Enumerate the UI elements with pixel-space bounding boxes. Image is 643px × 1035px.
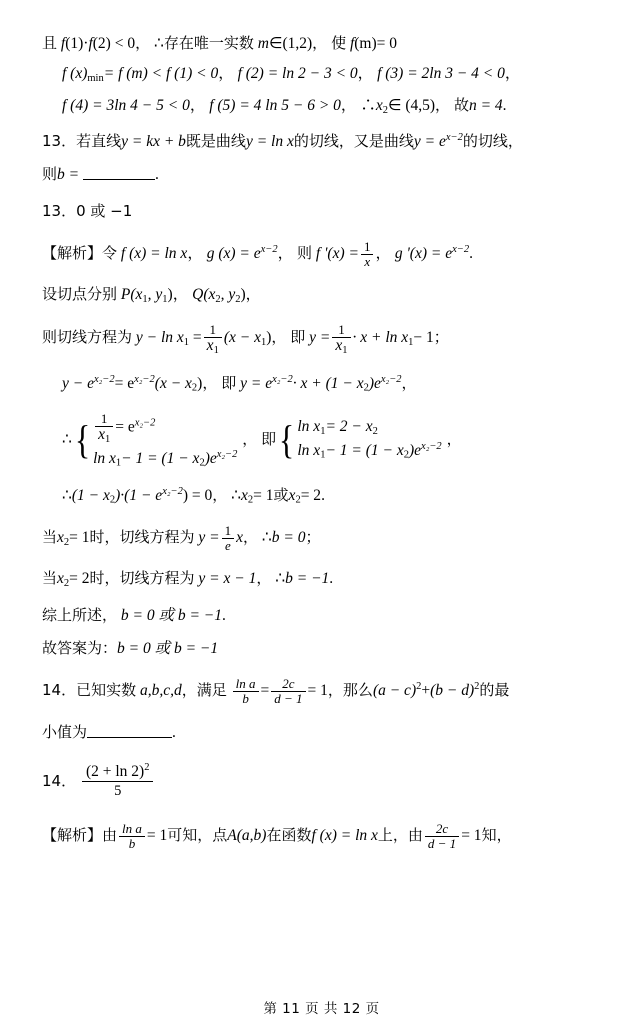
document-body <box>42 36 604 852</box>
s13-l6-a-sub: 2 <box>109 494 116 506</box>
line2-eq: = f (m) < f (1) < 0 <box>103 64 219 82</box>
line3-f5: f (5) = 4 ln 5 − 6 > 0 <box>209 96 341 114</box>
q14-t5: 小值为 <box>42 722 88 741</box>
q14-f2-den: d − 1 <box>274 690 303 706</box>
s13-l4-comma: ， <box>202 373 218 392</box>
sys1-den-x: x <box>98 425 105 443</box>
s13-sys-comma: ， <box>242 429 258 448</box>
s13-l6-b-sup: x₂−2 <box>162 485 183 497</box>
s13-Q-sub1: 2 <box>215 293 221 305</box>
q14-frac-2 <box>271 677 305 706</box>
brace-glyph-2: { <box>279 417 295 463</box>
system2-row1 <box>297 419 441 437</box>
s13-l2-comma: ， <box>245 284 261 303</box>
q14-f2-num: 2c <box>271 677 305 692</box>
line1-therefore: ∴ <box>153 35 164 52</box>
q14-t1: 已知实数 <box>76 680 137 699</box>
s13-l7-frac <box>222 524 235 553</box>
s13-l4-e-sub: 2 <box>363 382 369 394</box>
s13-l6-therefore: ∴ <box>62 486 72 504</box>
q14-frac-1 <box>233 677 259 706</box>
q14-expr-a-sup: 2 <box>416 680 422 692</box>
s13-l7-den: e <box>225 538 231 554</box>
s13-l10-t: 故答案为： <box>42 639 118 658</box>
answer-14-number: 14． <box>42 772 77 791</box>
s13-P-sub1: 1 <box>142 293 148 305</box>
s13-P-args: (x <box>130 285 143 303</box>
text-line-1 <box>42 36 604 52</box>
answer-14-den: 5 <box>114 783 122 800</box>
s13-sys-t: 即 <box>261 429 277 448</box>
s13-l3-t2: 即 <box>290 328 306 347</box>
system1-row2 <box>93 449 237 469</box>
s14-f-den: b <box>128 835 136 851</box>
line2-f3: f (3) = 2ln 3 − 4 < 0 <box>377 64 505 82</box>
s14-A-args: (a,b) <box>236 826 267 844</box>
s13-l3-den-sub: 1 <box>213 345 219 357</box>
line1-prefix: 且 <box>42 34 58 52</box>
s13-l7-comma: ， <box>243 528 259 547</box>
q14-t3: ，那么 <box>327 680 373 699</box>
s13-l6-g: = 2 <box>300 486 322 504</box>
s14-point-A: A <box>227 826 237 844</box>
line1-f2: f <box>88 35 93 52</box>
solution-13-line-2: 设切点分别 P(x1, y1)， Q(x2, y2)， <box>42 284 261 305</box>
solution-13-line-10 <box>42 641 604 657</box>
line1-text1: 存在唯一实数 <box>163 34 254 52</box>
s13-Q-comma: , y <box>220 285 236 303</box>
s13-Q-args: (x <box>203 285 216 303</box>
q14-dot: . <box>172 723 176 741</box>
s13-l6-e: = 1 <box>253 486 274 504</box>
line1-dot: · <box>83 35 89 52</box>
solution-13-system <box>42 412 604 469</box>
s14-f-num: ln a <box>119 822 145 837</box>
line1-f3: f <box>349 35 355 52</box>
solution-13-line-6 <box>42 487 604 506</box>
question-14-number: 14． <box>42 680 77 699</box>
q14-eq2: = 1 <box>307 681 328 699</box>
s14-t2: 可知，点 <box>167 825 228 844</box>
sys1-den <box>95 427 113 445</box>
q14-t4: 的最 <box>479 680 510 699</box>
s13-Q-sub2: 2 <box>235 293 241 305</box>
line1-arg2: (2) < 0 <box>92 35 136 52</box>
line1-comma: ， <box>135 34 151 52</box>
s13-l3-comma: ， <box>271 328 287 347</box>
s13-fp-num: 1 <box>361 240 374 255</box>
q13-text-2: 既是曲线 <box>185 132 246 151</box>
s13-l3-e: − 1 <box>413 329 434 347</box>
answer-13 <box>42 204 604 220</box>
q13-text-4: 的切线， <box>462 132 523 151</box>
s13-l4-d-sup: x₂−2 <box>272 373 293 385</box>
sys2-r2-sub2: 2 <box>403 450 409 462</box>
line3-text: 故 <box>453 95 469 114</box>
solution-13-line-8 <box>42 571 604 589</box>
q13-text-3: 的切线，又是曲线 <box>293 132 414 151</box>
s13-l4-e: · x + (1 − x <box>292 374 364 392</box>
s13-l8-t2: 时，切线方程为 <box>89 569 195 588</box>
solution-tag-14: 【解析】 <box>42 825 103 844</box>
s13-l6-c: ) = 0 <box>182 486 213 504</box>
answer-blank-14 <box>87 723 172 739</box>
line1-arg1: (1) <box>65 35 84 52</box>
s13-fp: f '(x) = <box>315 244 359 262</box>
sys2-r2-c: )e <box>408 442 422 460</box>
s13-l3-c-den <box>332 338 350 356</box>
line2-f2: f (2) = ln 2 − 3 < 0 <box>237 64 358 82</box>
s13-gp-exp: x−2 <box>452 244 470 256</box>
s13-l8-b: b = −1 <box>285 570 330 588</box>
line3-x2: x <box>375 96 383 114</box>
line2-min: min <box>87 72 104 84</box>
sys1-r2-a: ln x <box>93 449 116 467</box>
question-13-line-2 <box>42 165 604 183</box>
brace-glyph-1: { <box>74 417 91 463</box>
line1-in: ∈ <box>268 35 283 52</box>
s13-l8-x: x <box>57 570 64 588</box>
q14-eq: = <box>260 681 270 699</box>
s13-l8-x-sub: 2 <box>63 578 70 590</box>
s13-l3-d-sub: 1 <box>408 337 414 349</box>
answer-14-num <box>82 762 154 782</box>
q13-b: b = <box>57 165 80 183</box>
s13-P-sub2: 1 <box>162 293 168 305</box>
question-14-line-2 <box>42 723 604 741</box>
s14-frac-1 <box>119 822 145 851</box>
system1-row1 <box>93 412 237 445</box>
line1-comma2: ， <box>312 34 328 52</box>
s13-l3-text: 则切线方程为 <box>42 328 133 347</box>
s13-l9-t: 综上所述， <box>42 605 118 624</box>
s13-l7-t2: 时，切线方程为 <box>89 528 195 547</box>
answer-blank-13 <box>83 165 155 181</box>
s13-l3-c-num: 1 <box>332 323 350 338</box>
s13-l3-b-sub: 1 <box>260 337 267 349</box>
solution-13-line-7 <box>42 524 604 553</box>
s14-eq1: = 1 <box>146 826 168 844</box>
s13-l8-y: y = x − 1 <box>198 570 257 588</box>
s14-g-num: 2c <box>425 822 459 837</box>
s13-l4-b-sup: x₂−2 <box>134 373 155 385</box>
sys2-r2-b: − 1 = (1 − x <box>325 442 404 460</box>
line3-x2-sub: 2 <box>382 104 388 116</box>
s14-t1: 由 <box>102 825 118 844</box>
sys1-r2-sub: 1 <box>115 457 122 469</box>
s13-l7-therefore: ∴ <box>261 529 272 547</box>
answer-13-value: 0 或 −1 <box>76 202 133 221</box>
answer-14-num-sup: 2 <box>144 762 150 774</box>
line3-therefore: ∴ <box>360 96 376 114</box>
line1-interval: (1,2) <box>282 35 313 52</box>
s13-l4-a: y − e <box>62 374 94 392</box>
s13-fp-frac <box>361 240 374 269</box>
line2-fx: f (x) <box>62 64 88 82</box>
s13-l4-b: = e <box>114 374 135 392</box>
line1-text2: 使 <box>331 34 347 52</box>
s13-f: f (x) = ln x <box>120 244 188 262</box>
s13-l3-num: 1 <box>204 323 222 338</box>
sys1-rhs-sup: x₂−2 <box>134 417 156 429</box>
sys2-r2-a: ln x <box>297 442 321 460</box>
s13-l8-comma: ， <box>256 569 272 588</box>
s13-g-exp: x−2 <box>260 244 278 256</box>
s13-l6-f-sub: 2 <box>295 494 301 506</box>
s13-l3-frac <box>204 323 222 356</box>
s13-l6-f: x <box>288 486 296 504</box>
sys1-r2-sup: x₂−2 <box>216 449 238 461</box>
s13-point-P: P <box>120 285 131 303</box>
sys2-r1-sub: 1 <box>320 426 326 438</box>
s13-l4-f: )e <box>368 374 381 392</box>
s13-l2-text: 设切点分别 <box>42 284 118 303</box>
question-13-number: 13． <box>42 132 77 151</box>
sys1-r2-sub2: 2 <box>199 457 205 469</box>
s14-f: f (x) = ln x <box>311 826 378 844</box>
q14-expr-b-sup: 2 <box>474 680 480 692</box>
s13-l4-t: 即 <box>221 373 237 392</box>
system-rows-2 <box>296 419 441 461</box>
s13-l4-a-sup: x₂−2 <box>93 373 115 385</box>
s13-point-Q: Q <box>192 285 204 303</box>
sys1-r2-b: − 1 = (1 − x <box>121 449 200 467</box>
s13-l6-therefore2: ∴ <box>231 486 242 504</box>
s13-l6-comma: ， <box>212 485 228 504</box>
s13-l3-a: y − ln x <box>135 329 184 347</box>
sys1-den-sub: 1 <box>104 433 111 445</box>
s13-l7-y: y = <box>198 529 220 547</box>
s13-sys-therefore: ∴ <box>62 430 72 448</box>
solution-13-line-1: 【解析】令 f (x) = ln x， g $(x) = e^{x-2}$， 则 f '(x) = $\frac{1}{x}$ ， g '$(x) = e^{x-2}$. <box>42 238 473 269</box>
s13-l3-d: · x + ln x <box>352 329 409 347</box>
text-line-2: f (x)min= f (m) < f (1) < 0， f (2) = ln 2 − 3 < 0， f (3) = 2ln 3 − 4 < 0， <box>62 64 521 84</box>
s13-l3-b-end: ) <box>266 329 272 347</box>
s13-l6-or: 或 <box>273 485 289 504</box>
question-14-line-1 <box>42 677 604 706</box>
q13-eq-3: y = e <box>413 133 446 151</box>
s13-t2: 则 <box>297 243 313 262</box>
s14-frac-2 <box>425 822 459 851</box>
s13-l8-therefore: ∴ <box>275 570 286 588</box>
q14-expr-b: (b − d) <box>430 681 475 699</box>
sys1-r2-c: )e <box>204 449 217 467</box>
q14-expr-a: (a − c) <box>372 681 417 699</box>
system-brace-1 <box>73 412 238 469</box>
line1-eq0: = 0 <box>376 35 398 52</box>
system2-row2 <box>297 441 441 461</box>
q14-t2: ，满足 <box>181 680 227 699</box>
s13-l3-den <box>204 338 222 356</box>
s14-t3: 在函数 <box>266 825 312 844</box>
sys2-r1-sub2: 2 <box>372 426 378 438</box>
s13-l7-eq: = 1 <box>69 529 90 547</box>
q13-text-5: 则 <box>42 164 58 183</box>
answer-13-number: 13． <box>42 202 77 221</box>
s13-l3-a-sub: 1 <box>183 337 190 349</box>
question-13-line-1 <box>42 133 604 149</box>
s13-t1: 令 <box>102 243 118 262</box>
line3-f4: f (4) = 3ln 4 − 5 < 0 <box>62 96 190 114</box>
s13-P-comma: , y <box>147 285 163 303</box>
s14-eq2: = 1 <box>461 826 482 844</box>
answer-14-fraction <box>82 762 154 799</box>
text-line-3: f (4) = 3ln 4 − 5 < 0， f (5) = 4 ln 5 − 6 > 0， ∴x2∈ (4,5)， 故n = 4. <box>62 95 507 116</box>
line3-in: ∈ (4,5) <box>387 96 436 114</box>
q13-eq-3-exp: x−2 <box>445 132 463 144</box>
solution-13-line-4 <box>42 375 604 394</box>
system-brace-2 <box>277 419 442 461</box>
q13-text-1: 若直线 <box>76 132 122 151</box>
s13-l4-f-sup: x₂−2 <box>380 373 402 385</box>
s13-l4-c-sub: 2 <box>191 382 198 394</box>
solution-13-line-9 <box>42 605 604 624</box>
s13-l4-d: y = e <box>240 374 273 392</box>
s13-l3-semi: ； <box>433 328 449 347</box>
s13-l6-end: . <box>321 486 325 504</box>
s13-l6-a: (1 − x <box>71 486 110 504</box>
line1-m: m <box>257 35 269 52</box>
s13-l10-b: b = 0 或 b = −1 <box>117 640 219 658</box>
s14-g-den: d − 1 <box>427 835 457 851</box>
s13-l4-c-end: ) <box>197 374 203 392</box>
sys1-rhs: = e <box>115 418 135 436</box>
sys2-r2-sub: 1 <box>320 450 326 462</box>
s13-l7-x-sub: 2 <box>63 536 70 548</box>
s13-l6-b: )·(1 − e <box>115 486 163 504</box>
s13-l7-x: x <box>57 529 64 547</box>
s13-l3-b: (x − x <box>223 329 261 347</box>
s13-l7-b: b = 0 <box>271 529 306 547</box>
answer-14-num-expr: (2 + ln 2) <box>85 763 145 781</box>
sys1-num: 1 <box>95 412 113 427</box>
s13-l9-b: b = 0 或 b = −1 <box>120 606 223 624</box>
s13-g: g (x) = e <box>206 244 261 262</box>
s13-l3-den-x: x <box>206 337 214 355</box>
answer-14 <box>42 762 604 799</box>
s13-Q-end: ) <box>240 285 246 303</box>
s13-l3-c-den-sub: 1 <box>342 345 348 357</box>
s13-l3-c: y = <box>309 329 331 347</box>
s13-l3-frac2 <box>332 323 350 356</box>
s13-l8-t1: 当 <box>42 569 58 588</box>
s13-l4-c: (x − x <box>154 374 192 392</box>
s14-t4: 上，由 <box>377 825 423 844</box>
q14-expr-plus: + <box>421 681 431 699</box>
s13-fp-den: x <box>364 253 371 269</box>
solution-tag-13: 【解析】 <box>42 243 103 262</box>
s13-gp: g '(x) = e <box>394 244 453 262</box>
s13-l6-d-sub: 2 <box>247 494 254 506</box>
s13-l6-d: x <box>241 486 248 504</box>
sys2-r1-a: ln x <box>297 418 321 436</box>
s13-l3-c-den-x: x <box>335 337 343 355</box>
line1-f1: f <box>60 35 66 52</box>
s13-l7-t1: 当 <box>42 528 58 547</box>
s14-t5: 知， <box>481 825 512 844</box>
s13-P-end: ) <box>167 285 173 303</box>
q13-eq-1: y = kx + b <box>121 133 186 151</box>
solution-13-line-3 <box>42 323 604 356</box>
s13-end: . <box>469 244 473 262</box>
page-footer: 第 11 页 共 12 页 <box>263 1001 380 1017</box>
q14-vars: a,b,c,d <box>139 681 182 699</box>
s13-sys2-end: ， <box>446 429 462 448</box>
line1-arg3: (m) <box>354 35 377 52</box>
sys2-r2-sup: x₂−2 <box>421 441 442 453</box>
sys2-r1-b: = 2 − x <box>325 418 373 436</box>
q13-dot: . <box>154 165 159 183</box>
sys1-frac <box>95 412 113 445</box>
s13-l9-end: . <box>222 606 226 624</box>
line3-n: n = 4 <box>468 96 503 114</box>
s13-l7-semi: ； <box>305 528 321 547</box>
s13-l7-num: 1 <box>222 524 235 539</box>
s13-l8-eq: = 2 <box>69 570 90 588</box>
q14-f1-num: ln a <box>233 677 259 692</box>
system-rows-1 <box>92 412 237 469</box>
s13-l3-eq: = <box>192 329 202 347</box>
s13-l4-end: ， <box>401 373 417 392</box>
solution-14-line-1 <box>42 822 604 851</box>
q13-eq-2: y = ln x <box>245 133 294 151</box>
q14-f1-den: b <box>242 690 249 706</box>
s13-l7-xx: x <box>236 529 244 547</box>
s13-l8-end: . <box>329 570 334 588</box>
